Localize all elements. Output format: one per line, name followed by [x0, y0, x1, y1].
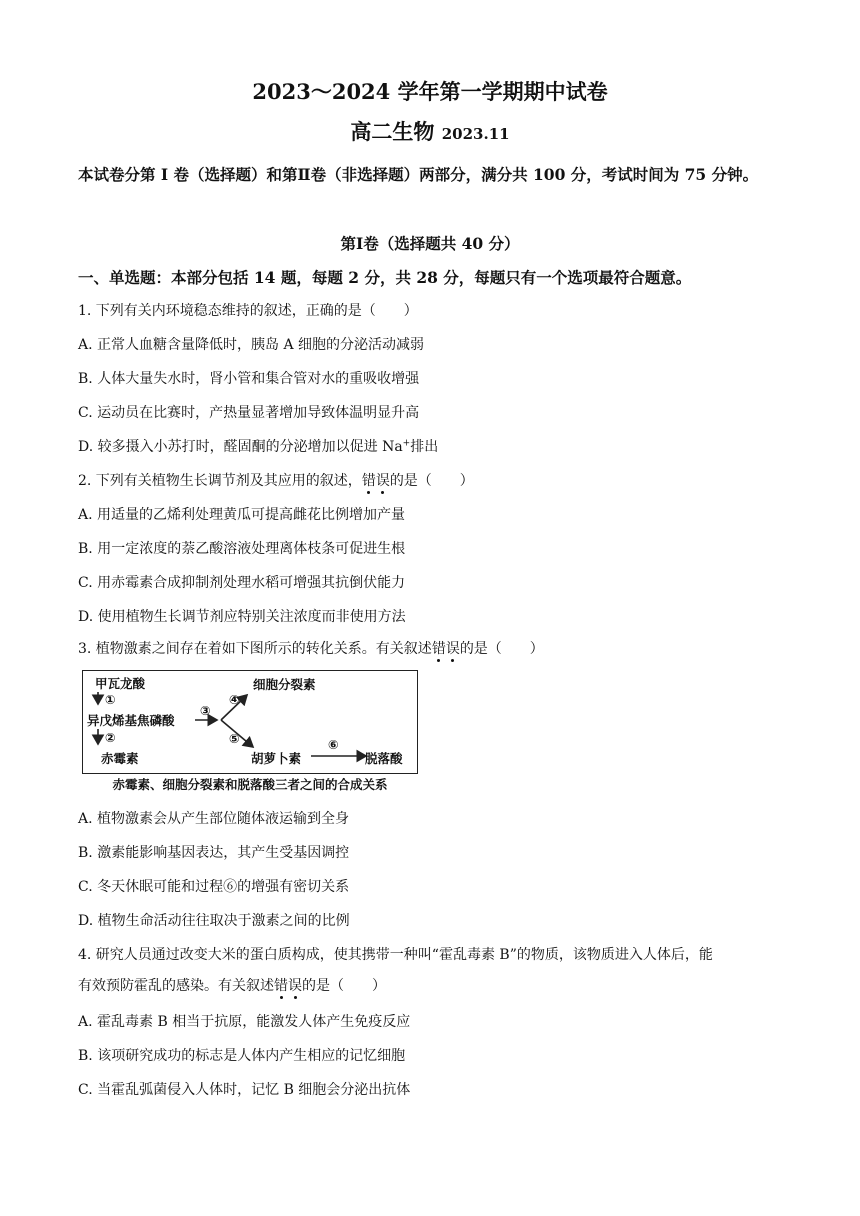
step-2-label: ②: [105, 730, 116, 745]
question-2-option-b: B. 用一定浓度的萘乙酸溶液处理离体枝条可促进生根: [78, 541, 406, 557]
question-1-option-d: [78, 436, 438, 456]
section-heading: 一、单选题：本部分包括 14 题，每题 2 分，共 28 分，每题只有一个选项最符合题意。: [78, 268, 692, 287]
superscript-plus: +: [402, 438, 411, 449]
question-3-option-a: A. 植物激素会从产生部位随体液运输到全身: [78, 811, 350, 827]
step-6-label: ⑥: [328, 737, 339, 752]
emphasis-char: 错: [361, 473, 376, 489]
step-3-label: ③: [200, 703, 211, 718]
question-1-stem: 1. 下列有关内环境稳态维持的叙述，正确的是（ ）: [78, 303, 418, 319]
emphasis-char: 误: [288, 978, 302, 994]
node-gibberellin: 赤霉素: [101, 751, 139, 766]
question-4-option-a: A. 霍乱毒素 B 相当于抗原，能激发人体产生免疫反应: [78, 1014, 411, 1030]
question-2-option-d: D. 使用植物生长调节剂应特别关注浓度而非使用方法: [78, 609, 406, 625]
stem-text: 3. 植物激素之间存在着如下图所示的转化关系。有关叙述: [78, 641, 432, 657]
stem-text-end: 的是（ ）: [459, 641, 544, 657]
question-1-option-b: B. 人体大量失水时，肾小管和集合管对水的重吸收增强: [78, 371, 420, 387]
node-abscisic-acid: 脱落酸: [365, 751, 403, 766]
question-4-option-b: B. 该项研究成功的标志是人体内产生相应的记忆细胞: [78, 1048, 406, 1064]
question-4-stem-line-2: [78, 975, 386, 995]
exam-subtitle: [0, 116, 860, 146]
diagram-caption: 赤霉素、细胞分裂素和脱落酸三者之间的合成关系: [112, 777, 388, 792]
step-4-label: ④: [229, 692, 240, 707]
exam-intro: 本试卷分第 I 卷（选择题）和第Ⅱ卷（非选择题）两部分，满分共 100 分，考试时间为 75 分钟。: [78, 165, 759, 184]
question-3-option-c: C. 冬天休眠可能和过程⑥的增强有密切关系: [78, 879, 350, 895]
stem-text-end: 的是（ ）: [389, 473, 474, 489]
question-3-option-d: D. 植物生命活动往往取决于激素之间的比例: [78, 913, 350, 929]
question-2-option-c: C. 用赤霉素合成抑制剂处理水稻可增强其抗倒伏能力: [78, 575, 406, 591]
node-carotene: 胡萝卜素: [251, 751, 302, 766]
part-heading: 第Ⅰ卷（选择题共 40 分）: [340, 234, 520, 253]
subject-label: 高二生物: [350, 119, 442, 144]
node-mevalonic-acid: 甲瓦龙酸: [95, 676, 146, 691]
hormone-synthesis-diagram: [82, 670, 418, 774]
emphasis-char: 错: [431, 641, 446, 657]
question-1-option-a: A. 正常人血糖含量降低时，胰岛 A 细胞的分泌活动减弱: [78, 337, 425, 353]
step-1-label: ①: [105, 692, 116, 707]
emphasis-char: 错: [274, 978, 288, 994]
stem-text-end: 的是（ ）: [302, 978, 386, 994]
stem-text: 2. 下列有关植物生长调节剂及其应用的叙述，: [78, 473, 362, 489]
emphasis-char: 误: [445, 641, 460, 657]
node-cytokinin: 细胞分裂素: [253, 677, 316, 692]
question-3-option-b: B. 激素能影响基因表达，其产生受基因调控: [78, 845, 350, 861]
question-4-option-c: C. 当霍乱弧菌侵入人体时，记忆 B 细胞会分泌出抗体: [78, 1082, 411, 1098]
question-2-stem: [78, 470, 474, 490]
option-d-text: D. 较多摄入小苏打时，醛固酮的分泌增加以促进 Na: [78, 439, 403, 455]
stem-text: 有效预防霍乱的感染。有关叙述: [78, 978, 274, 994]
node-ipp: 异戊烯基焦磷酸: [87, 713, 175, 728]
question-4-stem-line-1: 4. 研究人员通过改变大米的蛋白质构成，使其携带一种叫“霍乱毒素 B”的物质，该物质进入人体后，能: [78, 947, 713, 963]
exam-date: 2023.11: [441, 125, 510, 143]
question-3-stem: [78, 638, 544, 658]
question-1-option-c: C. 运动员在比赛时，产热量显著增加导致体温明显升高: [78, 405, 420, 421]
exam-title: 2023～2024 学年第一学期期中试卷: [252, 79, 608, 104]
step-5-label: ⑤: [229, 731, 240, 746]
emphasis-char: 误: [375, 473, 390, 489]
question-2-option-a: A. 用适量的乙烯利处理黄瓜可提高雌花比例增加产量: [78, 507, 406, 523]
option-d-text-end: 排出: [410, 439, 439, 455]
